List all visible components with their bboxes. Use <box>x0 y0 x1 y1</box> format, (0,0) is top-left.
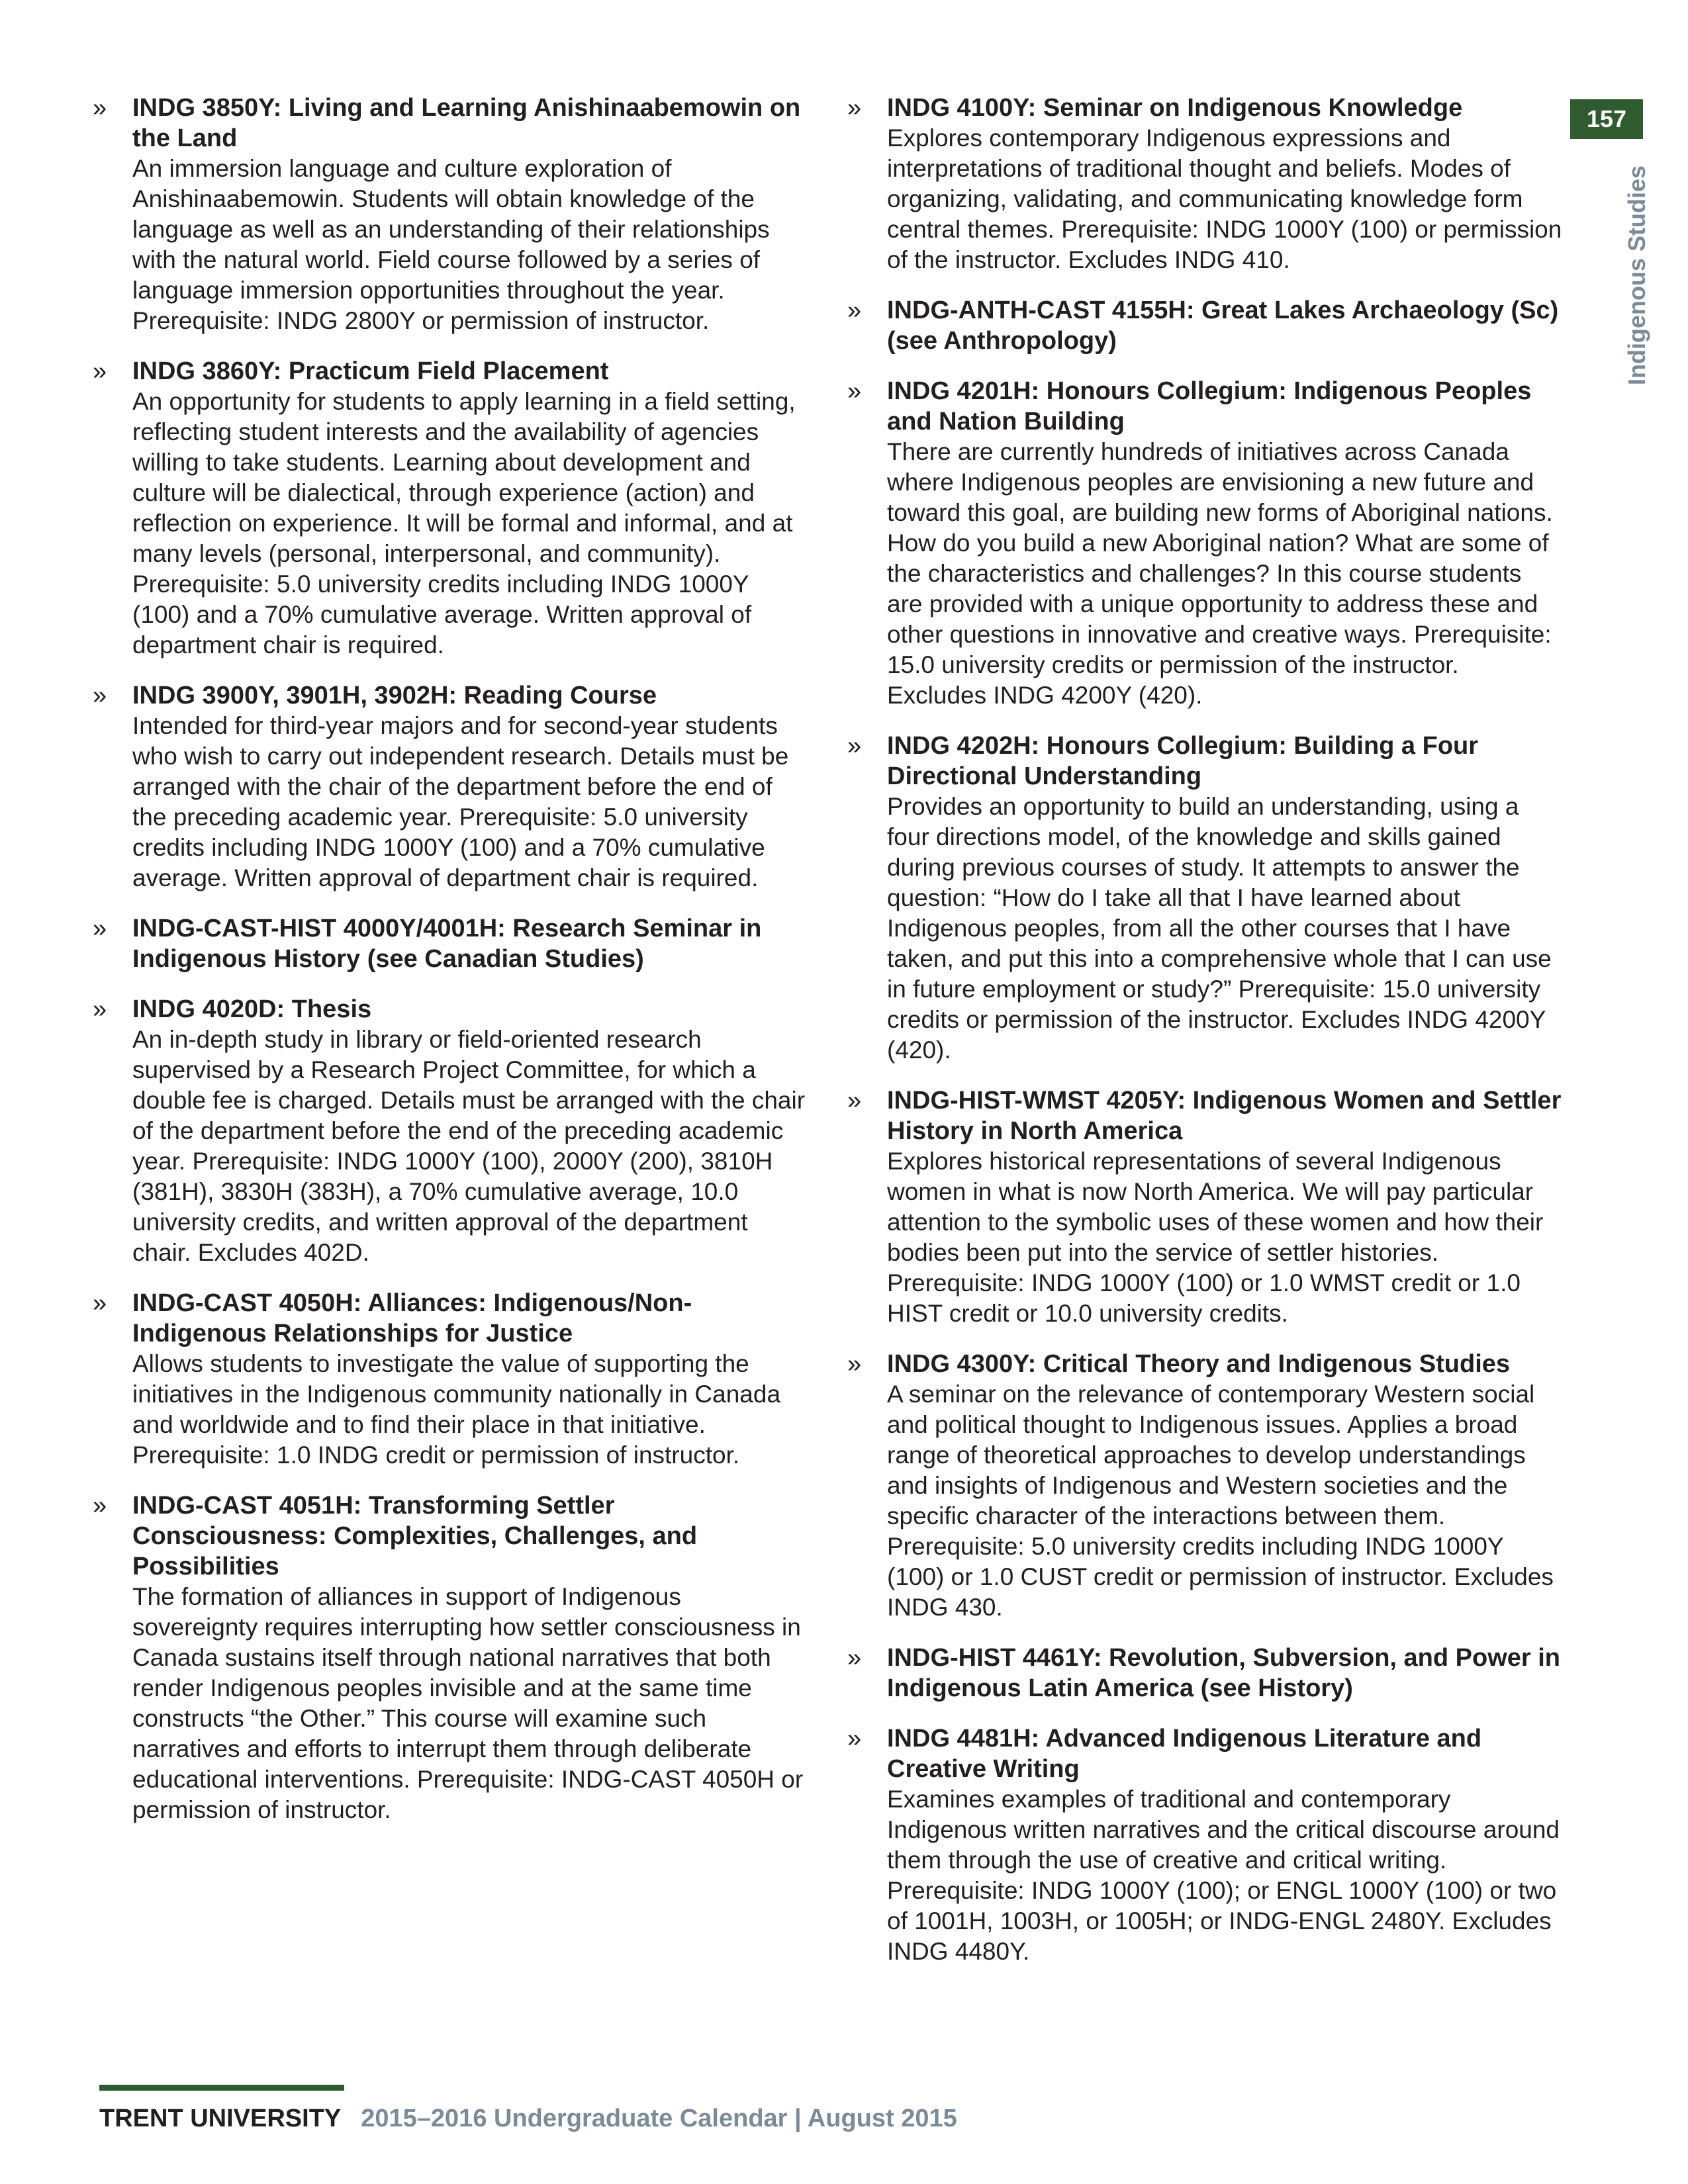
course-description: Provides an opportunity to build an understanding, using a four directions model, of the knowledge and skills gained during previous courses of study. It attempts to answer the question: “How do I take all that I have learned about Indigenous peoples, from all the other courses that I have taken, and put this into a comprehensive whole that I can use in future employment or study?” Prerequisite: 15.0 university credits or permission of the instructor. Excludes INDG 4200Y (420). <box>887 793 1552 1064</box>
course-entry <box>93 93 808 336</box>
bullet-icon: » <box>847 94 862 122</box>
bullet-icon: » <box>847 1350 862 1378</box>
course-entry <box>847 93 1562 275</box>
bullet-icon: » <box>847 1644 862 1672</box>
course-description: An in-depth study in library or field-oriented research supervised by a Research Project Committee, for which a double fee is charged. Details must be arranged with the chair of the department before the end of the preceding academic year. Prerequisite: INDG 1000Y (100), 2000Y (200), 3810H (381H), 3830H (383H), a 70% cumulative average, 10.0 university credits, and written approval of the department chair. Excludes 402D. <box>132 1026 806 1266</box>
course-title: INDG-ANTH-CAST 4155H: Great Lakes Archaeology (Sc) (see Anthropology) <box>887 296 1559 355</box>
bullet-icon: » <box>847 732 862 760</box>
course-title: INDG 3900Y, 3901H, 3902H: Reading Course <box>132 682 657 709</box>
page-number: 157 <box>1570 99 1643 139</box>
course-description: Intended for third-year majors and for second-year students who wish to carry out independent research. Details must be arranged with the chair of the department before the end of the preceding academic year. Prerequisite: 5.0 university credits including INDG 1000Y (100) and a 70% cumulative average. Written approval of department chair is required. <box>132 712 789 891</box>
course-title: INDG 3850Y: Living and Learning Anishinaabemowin on the Land <box>132 94 801 152</box>
bullet-icon: » <box>93 915 107 942</box>
course-description: Explores contemporary Indigenous expressions and interpretations of traditional thought and beliefs. Modes of organizing, validating, and communicating knowledge form central themes. Prerequisite: INDG 1000Y (100) or permission of the instructor. Excludes INDG 410. <box>887 124 1562 273</box>
course-title: INDG 4481H: Advanced Indigenous Literature and Creative Writing <box>887 1725 1482 1783</box>
course-title: INDG-CAST-HIST 4000Y/4001H: Research Seminar in Indigenous History (see Canadian Studies) <box>132 915 762 973</box>
bullet-icon: » <box>93 357 107 385</box>
footer-university: TRENT UNIVERSITY <box>99 2105 342 2132</box>
course-title: INDG 4300Y: Critical Theory and Indigenous Studies <box>887 1350 1511 1378</box>
bullet-icon: » <box>93 1289 107 1317</box>
bullet-icon: » <box>847 296 862 324</box>
section-side-label: Indigenous Studies <box>1623 165 1650 386</box>
bullet-icon: » <box>93 682 107 709</box>
bullet-icon: » <box>847 1087 862 1115</box>
course-title: INDG 3860Y: Practicum Field Placement <box>132 357 609 385</box>
course-title: INDG-CAST 4050H: Alliances: Indigenous/Non-Indigenous Relationships for Justice <box>132 1289 692 1347</box>
course-description: A seminar on the relevance of contemporary Western social and political thought to Indigenous issues. Applies a broad range of theoretical approaches to develop understandings and insights of Indigenous and Western societies and the specific character of the interactions between them. Prerequisite: 5.0 university credits including INDG 1000Y (100) or 1.0 CUST credit or permission of instructor. Excludes INDG 430. <box>887 1381 1554 1621</box>
footer-rule <box>99 2085 344 2091</box>
footer-calendar: 2015–2016 Undergraduate Calendar | August 2015 <box>361 2105 957 2132</box>
course-entry <box>93 994 808 1268</box>
course-entry <box>847 295 1562 356</box>
course-description: Allows students to investigate the value of supporting the initiatives in the Indigenous community nationally in Canada and worldwide and to find their place in that initiative. Prerequisite: 1.0 INDG credit or permission of instructor. <box>132 1350 781 1469</box>
course-entry <box>93 1490 808 1825</box>
bullet-icon: » <box>93 995 107 1023</box>
course-entry <box>847 1723 1562 1967</box>
course-entry <box>847 1349 1562 1623</box>
course-description: An immersion language and culture exploration of Anishinaabemowin. Students will obtain knowledge of the language as well as an understanding of their relationships with the natural world. Field course followed by a series of language immersion opportunities throughout the year. Prerequisite: INDG 2800Y or permission of instructor. <box>132 155 770 334</box>
course-title: INDG 4202H: Honours Collegium: Building a Four Directional Understanding <box>887 732 1479 790</box>
course-title: INDG-HIST 4461Y: Revolution, Subversion, and Power in Indigenous Latin America (see History) <box>887 1644 1561 1702</box>
course-description: Explores historical representations of several Indigenous women in what is now North America. We will pay particular attention to the symbolic uses of these women and how their bodies been put into the service of settler histories. Prerequisite: INDG 1000Y (100) or 1.0 WMST credit or 1.0 HIST credit or 10.0 university credits. <box>887 1148 1544 1327</box>
course-description: The formation of alliances in support of Indigenous sovereignty requires interrupting how settler consciousness in Canada sustains itself through national narratives that both render Indigenous peoples invisible and at the same time constructs “the Other.” This course will examine such narratives and efforts to interrupt them through deliberate educational interventions. Prerequisite: INDG-CAST 4050H or permission of instructor. <box>132 1583 804 1823</box>
course-entry <box>847 1085 1562 1329</box>
course-description: There are currently hundreds of initiatives across Canada where Indigenous peoples are envisioning a new future and toward this goal, are building new forms of Aboriginal nations. How do you build a new Aboriginal nation? What are some of the characteristics and challenges? In this course students are provided with a unique opportunity to address these and other questions in innovative and creative ways. Prerequisite: 15.0 university credits or permission of the instructor. Excludes INDG 4200Y (420). <box>887 438 1553 709</box>
bullet-icon: » <box>847 377 862 405</box>
course-entry <box>93 680 808 893</box>
course-entry <box>847 1643 1562 1704</box>
left-column <box>93 93 808 1845</box>
page-footer <box>99 2105 957 2133</box>
course-entry <box>847 376 1562 711</box>
course-title: INDG 4020D: Thesis <box>132 995 372 1023</box>
bullet-icon: » <box>93 1492 107 1520</box>
course-title: INDG-HIST-WMST 4205Y: Indigenous Women and Settler History in North America <box>887 1087 1562 1145</box>
course-entry <box>93 913 808 974</box>
course-title: INDG 4100Y: Seminar on Indigenous Knowledge <box>887 94 1463 122</box>
course-title: INDG 4201H: Honours Collegium: Indigenous Peoples and Nation Building <box>887 377 1532 435</box>
course-entry <box>847 731 1562 1066</box>
course-entry <box>93 356 808 660</box>
course-title: INDG-CAST 4051H: Transforming Settler Consciousness: Complexities, Challenges, and Possibilities <box>132 1492 698 1580</box>
bullet-icon: » <box>93 94 107 122</box>
course-description: An opportunity for students to apply learning in a field setting, reflecting student interests and the availability of agencies willing to take students. Learning about development and culture will be dialectical, through experience (action) and reflection on experience. It will be formal and informal, and at many levels (personal, interpersonal, and community). Prerequisite: 5.0 university credits including INDG 1000Y (100) and a 70% cumulative average. Written approval of department chair is required. <box>132 388 796 659</box>
course-entry <box>93 1288 808 1471</box>
right-column <box>847 93 1562 1987</box>
bullet-icon: » <box>847 1725 862 1752</box>
course-description: Examines examples of traditional and contemporary Indigenous written narratives and the critical discourse around them through the use of creative and critical writing. Prerequisite: INDG 1000Y (100); or ENGL 1000Y (100) or two of 1001H, 1003H, or 1005H; or INDG-ENGL 2480Y. Excludes INDG 4480Y. <box>887 1786 1560 1965</box>
